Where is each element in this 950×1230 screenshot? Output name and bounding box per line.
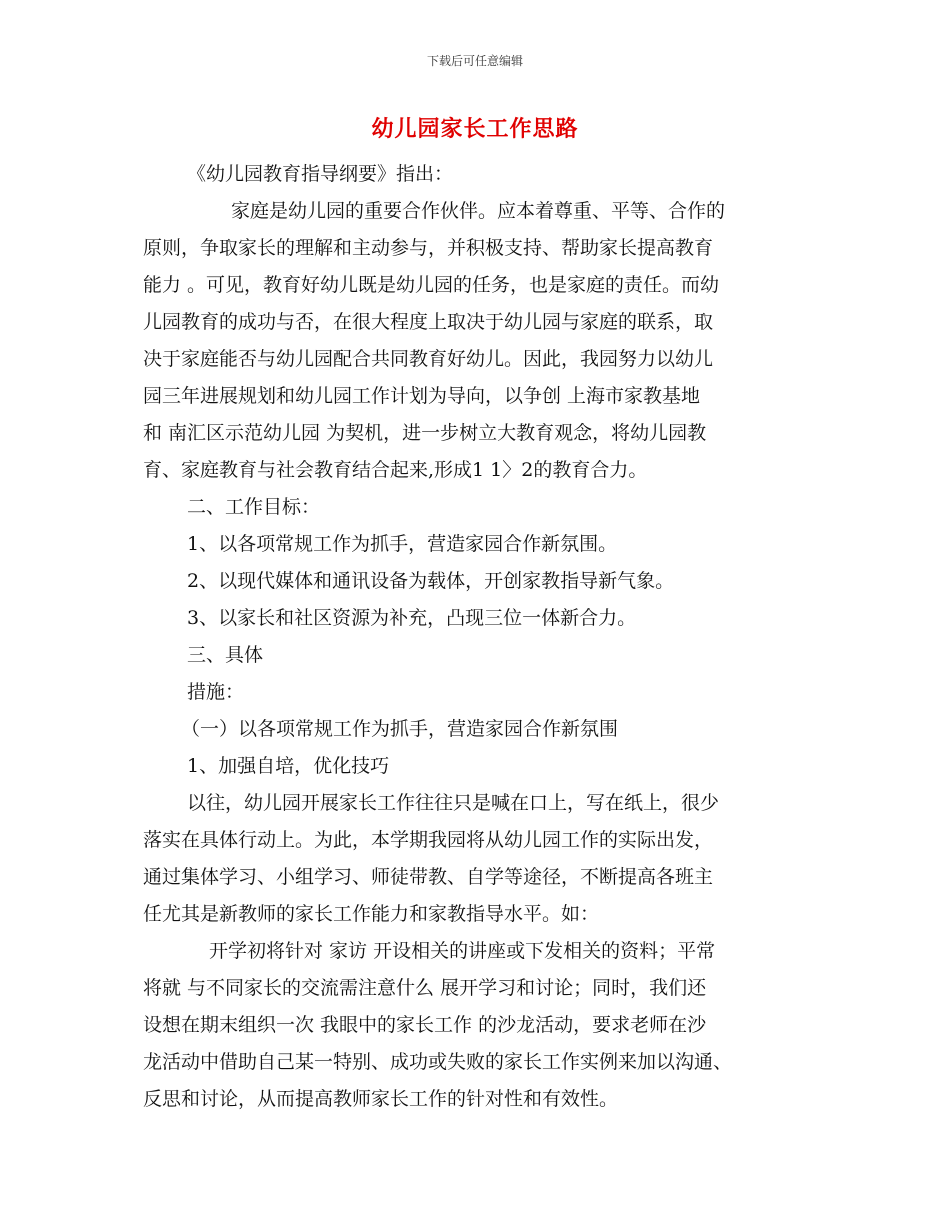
section-heading: 三、具体 [187,644,264,666]
paragraph-line: 育、家庭教育与社会教育结合起来,形成1 1〉2的教育合力。 [143,459,648,481]
paragraph-line: 落实在具体行动上。为此，本学期我园将从幼儿园工作的实际出发， [143,829,714,851]
section-heading: 二、工作目标： [187,496,321,518]
paragraph-line: 决于家庭能否与幼儿园配合共同教育好幼儿。因此，我园努力以幼儿 [143,348,714,370]
subsection-heading: （一）以各项常规工作为抓手，营造家园合作新氛围 [181,718,619,740]
document-title: 幼儿园家长工作思路 [371,117,579,142]
paragraph-line: 园三年进展规划和幼儿园工作计划为导向，以争创 上海市家教基地 [143,385,701,407]
paragraph-line: 家庭是幼儿园的重要合作伙伴。应本着尊重、平等、合作的 [231,200,726,222]
paragraph-line: 能力 。可见，教育好幼儿既是幼儿园的任务，也是家庭的责任。而幼 [143,274,720,296]
paragraph-line: 反思和讨论，从而提高教师家长工作的针对性和有效性。 [143,1088,619,1110]
paragraph-line: 任尤其是新教师的家长工作能力和家教指导水平。如： [143,903,600,925]
paragraph-line: 和 南汇区示范幼儿园 为契机，进一步树立大教育观念，将幼儿园教 [143,422,707,444]
paragraph-line: 原则，争取家长的理解和主动参与，并积极支持、帮助家长提高教育 [143,237,714,259]
paragraph-line: 儿园教育的成功与否，在很大程度上取决于幼儿园与家庭的联系，取 [143,311,714,333]
list-item: 2、以现代媒体和通讯设备为载体，开创家教指导新气象。 [187,570,675,592]
list-item: 1、以各项常规工作为抓手，营造家园合作新氛围。 [187,533,618,555]
list-item: 3、以家长和社区资源为补充，凸现三位一体新合力。 [187,607,637,629]
paragraph-line: 通过集体学习、小组学习、师徒带教、自学等途径，不断提高各班主 [143,866,714,888]
paragraph-line: 开学初将针对 家访 开设相关的讲座或下发相关的资料；平常 [209,940,716,962]
paragraph-line: 将就 与不同家长的交流需注意什么 展开学习和讨论；同时，我们还 [143,977,707,999]
subsection-heading: 1、加强自培，优化技巧 [187,755,390,777]
paragraph-line: 以往，幼儿园开展家长工作往往只是喊在口上，写在纸上，很少 [187,792,720,814]
document-body [143,156,823,1118]
paragraph-line: 龙活动中借助自己某一特别、成功或失败的家长工作实例来加以沟通、 [143,1051,733,1073]
section-heading: 措施： [187,681,245,703]
paragraph-line: 《幼儿园教育指导纲要》指出： [187,163,454,185]
paragraph-line: 设想在期末组织一次 我眼中的家长工作 的沙龙活动，要求老师在沙 [143,1014,707,1036]
header-note: 下载后可任意编辑 [426,54,523,68]
